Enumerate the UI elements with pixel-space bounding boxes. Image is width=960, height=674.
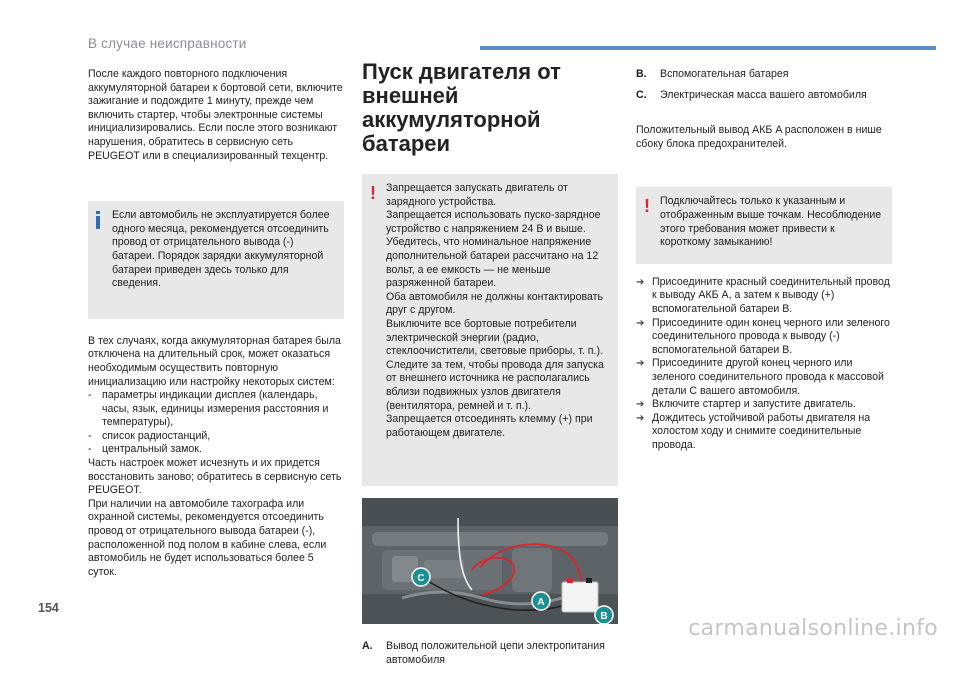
warning-box-connection xyxy=(636,187,892,263)
step-item xyxy=(636,357,892,398)
info-box-text: Если автомобиль не эксплуатируется более одного месяца, рекомендуется отсоединить провод от отрицательного вывода (-) батареи. Порядок зарядки аккумуляторной батареи приведен здесь только для сведения. xyxy=(112,209,330,290)
watermark[interactable]: carmanualsonline.info xyxy=(688,616,938,641)
systems-list xyxy=(88,389,344,457)
warning-line: Оба автомобиля не должны контактировать друг с другом. xyxy=(386,290,604,317)
warning-line: Запрещается отсоединять клемму (+) при работающем двигателе. xyxy=(386,413,593,439)
info-box xyxy=(88,201,344,319)
warning-line: Выключите все бортовые потребители электрической энергии (радио, стеклоочистители, световые приборы, т. п.). xyxy=(386,317,603,358)
list-item: - центральный замок. xyxy=(88,443,344,457)
arrow-bullet-icon: ➔ xyxy=(636,399,645,411)
step-text: Включите стартер и запустите двигатель. xyxy=(652,398,856,411)
marker-c-label: C xyxy=(417,573,425,585)
step-text: Присоедините другой конец черного или зеленого соединительного провода к массовой детали C вашего автомобиля. xyxy=(652,357,884,397)
column-middle xyxy=(362,60,618,674)
engine-bay-figure xyxy=(362,498,618,624)
step-text: Присоедините красный соединительный провод к выводу АКБ A, а затем к выводу (+) вспомогательной батареи B. xyxy=(652,275,890,315)
marker-b-label: B xyxy=(600,611,608,623)
exclamation-icon: ! xyxy=(370,183,376,203)
header-accent-bar xyxy=(480,46,936,50)
legend-text: Вывод положительной цепи электропитания автомобиля xyxy=(386,640,605,666)
steps-list xyxy=(636,276,892,453)
exclamation-icon: ! xyxy=(644,196,650,217)
warning-text: Подключайтесь только к указанным и отображенным выше точкам. Несоблюдение этого требования может привести к короткому замыканию! xyxy=(660,195,882,249)
paragraph-tachograph: При наличии на автомобиле тахографа или охранной системы, рекомендуется отсоединить провод от отрицательного вывода батареи (-), расположенной под полом в кабине слева, если автомобиль не будет использоваться более 5 суток. xyxy=(88,497,327,578)
warning-line: Запрещается использовать пуско-зарядное устройство с напряжением 24 В и выше. xyxy=(386,209,601,235)
arrow-bullet-icon: ➔ xyxy=(636,317,645,329)
step-item xyxy=(636,398,892,412)
legend-key: A. xyxy=(362,640,373,653)
warning-line: Запрещается запускать двигатель от зарядного устройства. xyxy=(386,182,568,208)
column-right xyxy=(636,68,892,452)
column-left xyxy=(88,68,344,579)
intro-paragraph: После каждого повторного подключения аккумуляторной батареи к бортовой сети, включите зажигание и подождите 1 минуту, прежде чем включить стартер, чтобы электронные системы инициализировались. Если после этого возникают нарушения, обратитесь в сервисную сеть PEUGEOT или в специализированный техцентр. xyxy=(88,68,343,162)
legend-text: Вспомогательная батарея xyxy=(660,68,789,80)
arrow-bullet-icon: ➔ xyxy=(636,276,645,288)
warning-line: Следите за тем, чтобы провода для запуска от внешнего источника не располагались вблизи подвижных узлов двигателя (вентилятора, ремней и т. п.). xyxy=(386,358,604,412)
info-icon xyxy=(96,211,100,232)
header-title: В случае неисправности xyxy=(88,36,247,51)
list-item: - параметры индикации дисплея (календарь, часы, язык, единицы измерения расстояния и температуры), xyxy=(88,389,344,430)
positive-terminal-note: Положительный вывод АКБ A расположен в нише сбоку блока предохранителей. xyxy=(636,124,882,150)
paragraph-systems: В тех случаях, когда аккумуляторная батарея была отключена на длительный срок, может оказаться необходимым осуществить повторную инициализацию или настройку некоторых систем: xyxy=(88,334,341,388)
step-item xyxy=(636,317,892,358)
page-number: 154 xyxy=(38,601,59,615)
warning-line: Убедитесь, что номинальное напряжение дополнительной батареи рассчитано на 12 вольт, а ее емкость — не меньше разряженной батареи. xyxy=(386,236,599,290)
step-text: Присоедините один конец черного или зеленого соединительного провода к выводу (-) вспомогательной батареи B. xyxy=(652,316,890,356)
arrow-bullet-icon: ➔ xyxy=(636,412,645,424)
marker-a-label: A xyxy=(537,597,545,609)
step-item xyxy=(636,276,892,317)
section-title: Пуск двигателя от внешней аккумуляторной батареи xyxy=(362,59,561,156)
engine-bay-illustration xyxy=(362,498,618,624)
step-item xyxy=(636,412,892,453)
legend-key: C. xyxy=(636,88,647,101)
legend-a xyxy=(362,640,618,667)
legend-b xyxy=(636,68,892,82)
list-item: - список радиостанций, xyxy=(88,430,344,444)
legend-c xyxy=(636,89,892,103)
warning-box xyxy=(362,174,618,486)
arrow-bullet-icon: ➔ xyxy=(636,358,645,370)
step-text: Дождитесь устойчивой работы двигателя на холостом ходу и снимите соединительные провода. xyxy=(652,411,871,451)
legend-key: B. xyxy=(636,68,647,80)
paragraph-settings: Часть настроек может исчезнуть и их придется восстановить заново; обратитесь в сервисную сеть PEUGEOT. xyxy=(88,457,342,497)
legend-text: Электрическая масса вашего автомобиля xyxy=(660,88,867,101)
